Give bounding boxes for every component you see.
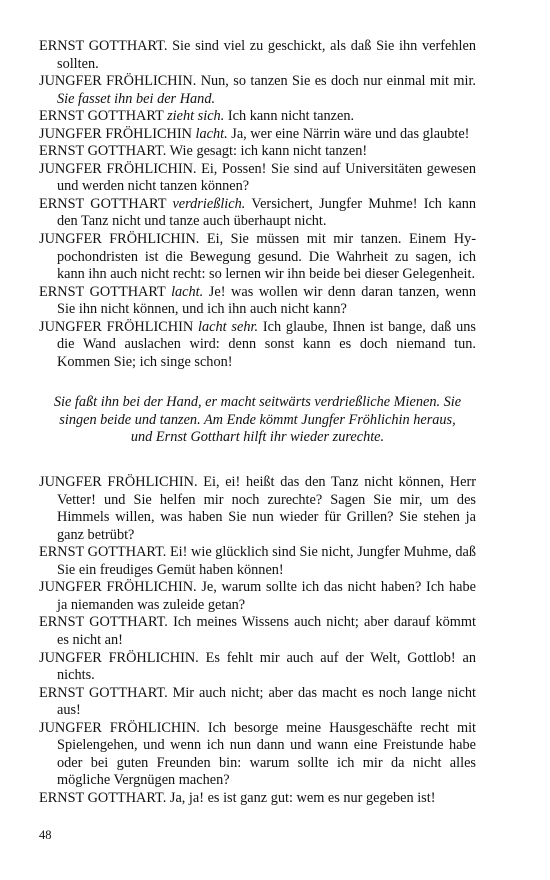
speech-text: Nun, so tanzen Sie es doch nur einmal mit mir. xyxy=(200,73,476,90)
dialogue-section-bottom xyxy=(39,474,476,807)
stage-direction-inline: verdrießlich. xyxy=(172,195,246,212)
speech-text: Ja, wer eine Närrin wäre und das glaubte! xyxy=(231,125,470,142)
speaker-name: JUNGFER FRÖHLICHIN. xyxy=(39,474,198,491)
speech xyxy=(39,720,476,790)
speech xyxy=(39,38,476,73)
speaker-name: JUNGFER FRÖHLICHIN. xyxy=(39,73,197,90)
speech-text: Je! was wollen wir denn daran tanzen, wenn Sie ihn nicht können, und ich ihn auch nicht kann? xyxy=(57,283,476,318)
speech-text: Ei, ei! heißt das den Tanz nicht können, Herr Vetter! und Sie helfen mir noch zurechte? Sagen Sie mir, um des Himmels willen, was haben Sie nun wieder für Grillen? Sie stehen ja ganz betrübt? xyxy=(57,474,476,543)
speech xyxy=(39,108,476,126)
speech-text: Ich besorge meine Hausgeschäfte recht mit Spielengehen, und wenn ich nun dann und wann eine Freistunde habe oder bei guten Freunden bin: warum sollte ich mir da nicht alles mögliche Vergnügen machen? xyxy=(57,719,477,789)
speaker-name: JUNGFER FRÖHLICHIN xyxy=(39,318,194,335)
speech-text: Wie gesagt: ich kann nicht tanzen! xyxy=(169,143,368,160)
speech xyxy=(39,614,476,649)
speech-text: Es fehlt mir auch auf der Welt, Gottlob! an nichts. xyxy=(57,649,477,684)
speech-text: Ich glaube, Ihnen ist bange, daß uns die Wand auslachen wird: denn sonst kann es doch niemand tun. Kommen Sie; ich singe schon! xyxy=(57,318,476,370)
stage-direction: Sie faßt ihn bei der Hand, er macht seitwärts verdrießliche Mienen. Sie singen beide und tanzen. Am Ende kömmt Jungfer Fröhlichin heraus, und Ernst Gotthart hilft ihr wieder zurechte. xyxy=(53,394,462,446)
speech xyxy=(39,685,476,720)
speech xyxy=(39,284,476,319)
speech-text: Sie sind viel zu geschickt, als daß Sie ihn verfehlen sollten. xyxy=(57,38,476,72)
speech xyxy=(39,790,476,808)
speech xyxy=(39,650,476,685)
speech xyxy=(39,474,476,544)
speaker-name: JUNGFER FRÖHLICHIN. xyxy=(39,719,200,736)
speech xyxy=(39,73,476,108)
speaker-name: JUNGFER FRÖHLICHIN. xyxy=(39,231,200,248)
speech xyxy=(39,231,476,284)
speaker-name: ERNST GOTTHART. xyxy=(39,143,167,160)
speech xyxy=(39,579,476,614)
speech-text: Ich meines Wissens auch nicht; aber darauf kömmt es nicht an! xyxy=(57,614,476,648)
speech xyxy=(39,143,476,161)
stage-direction-inline: Sie fasset ihn bei der Hand. xyxy=(57,90,216,107)
speaker-name: JUNGFER FRÖHLICHIN xyxy=(39,125,192,142)
speech xyxy=(39,126,476,144)
speech-text: Versichert, Jungfer Muhme! Ich kann den Tanz nicht und tanze auch überhaupt nicht. xyxy=(57,195,476,230)
speaker-name: JUNGFER FRÖHLICHIN. xyxy=(39,579,197,596)
speech-text: Ei, Sie müssen mit mir tanzen. Einem Hypochondristen ist die Bewegung gesund. Die Wahrheit zu sagen, ich kann ihn auch nicht recht: so lernen wir ihn beide bei dieser Gelegenheit. xyxy=(57,231,476,283)
speaker-name: ERNST GOTTHART xyxy=(39,108,164,125)
speaker-name: ERNST GOTTHART. xyxy=(39,38,168,54)
speech xyxy=(39,196,476,231)
speaker-name: ERNST GOTTHART xyxy=(39,283,166,300)
speaker-name: ERNST GOTTHART xyxy=(39,195,167,212)
speaker-name: JUNGFER FRÖHLICHIN. xyxy=(39,160,197,177)
speech xyxy=(39,319,476,372)
speech-text: Ei, Possen! Sie sind auf Universitäten gewesen und werden nicht tanzen können? xyxy=(57,160,476,195)
dialogue-text xyxy=(39,38,476,807)
stage-direction-inline: lacht. xyxy=(171,283,204,300)
speaker-name: ERNST GOTTHART. xyxy=(39,614,168,631)
stage-direction-inline: lacht sehr. xyxy=(198,318,259,335)
speech-text: Je, warum sollte ich das nicht haben? Ich habe ja niemanden was zuleide getan? xyxy=(57,579,477,613)
stage-direction-inline: lacht. xyxy=(195,125,228,142)
speech-text: Mir auch nicht; aber das macht es noch lange nicht aus! xyxy=(57,684,476,719)
speaker-name: ERNST GOTTHART. xyxy=(39,684,168,701)
speaker-name: ERNST GOTTHART. xyxy=(39,544,167,561)
speaker-name: JUNGFER FRÖHLICHIN. xyxy=(39,649,199,666)
stage-direction-inline: zieht sich. xyxy=(167,108,225,125)
speech xyxy=(39,544,476,579)
speech xyxy=(39,161,476,196)
page-number: 48 xyxy=(39,828,52,842)
speech-text: Ja, ja! es ist ganz gut: wem es nur gegeben ist! xyxy=(169,789,436,806)
speech-text: Ei! wie glücklich sind Sie nicht, Jungfer Muhme, daß Sie ein freudiges Gemüt haben können! xyxy=(57,544,476,578)
speaker-name: ERNST GOTTHART. xyxy=(39,789,167,806)
speech-text: Ich kann nicht tanzen. xyxy=(227,108,355,125)
dialogue-section-top xyxy=(39,38,476,371)
